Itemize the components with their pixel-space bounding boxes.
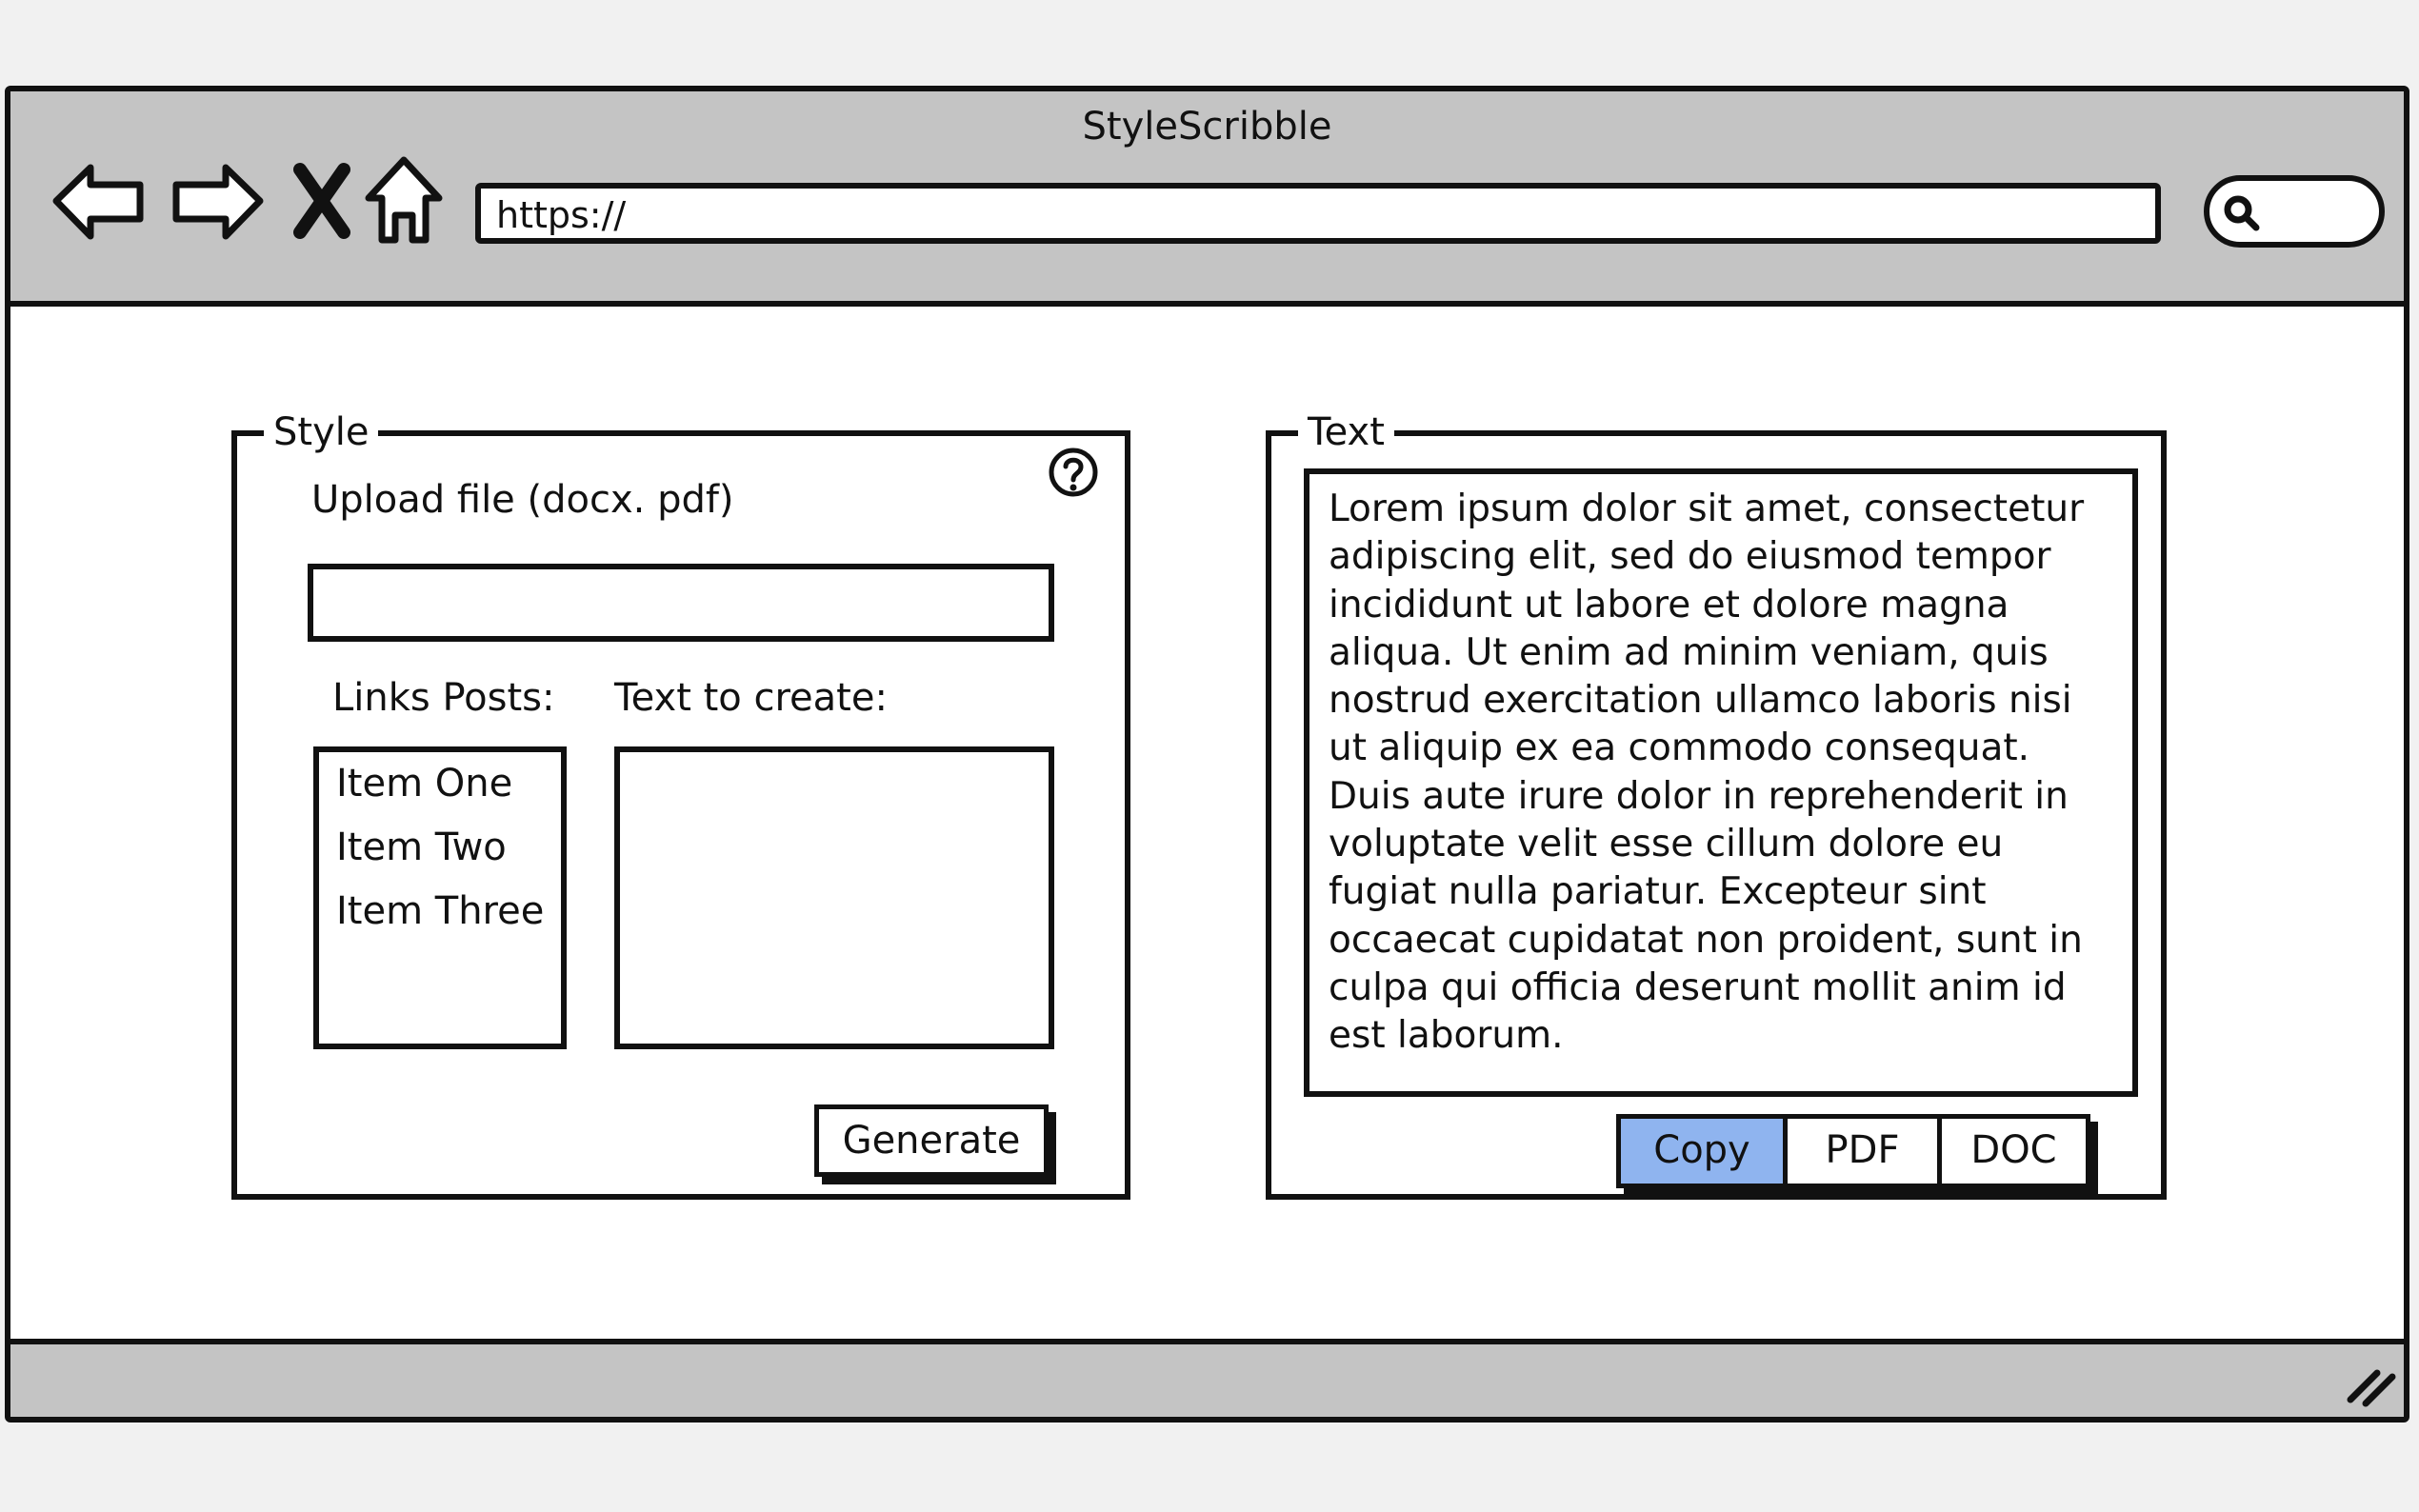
copy-button[interactable]: Copy [1621, 1119, 1783, 1184]
text-to-create-input[interactable] [614, 746, 1054, 1049]
search-field[interactable] [2204, 175, 2385, 248]
text-panel-legend: Text [1298, 408, 1394, 457]
upload-file-input[interactable] [308, 564, 1054, 642]
style-panel-legend: Style [264, 408, 378, 457]
doc-button[interactable]: DOC [1937, 1119, 2086, 1184]
pdf-button[interactable]: PDF [1783, 1119, 1937, 1184]
home-icon[interactable] [351, 149, 456, 253]
forward-arrow-icon[interactable] [163, 149, 268, 253]
generate-button[interactable]: Generate [814, 1104, 1049, 1177]
resize-grip-icon[interactable] [2337, 1356, 2400, 1413]
list-item[interactable]: Item Three [336, 889, 545, 933]
export-button-group [1616, 1114, 2090, 1188]
browser-toolbar [10, 91, 2404, 307]
upload-file-label: Upload file (docx. pdf) [311, 478, 734, 522]
text-panel [1266, 410, 2167, 1200]
generated-text-area[interactable] [1304, 468, 2138, 1097]
list-item[interactable]: Item One [336, 762, 513, 806]
window-title: StyleScribble [1082, 105, 1332, 149]
style-panel [231, 410, 1130, 1200]
links-posts-label: Links Posts: [332, 676, 555, 720]
text-to-create-label: Text to create: [614, 676, 888, 720]
list-item[interactable]: Item Two [336, 826, 507, 869]
help-circle-icon[interactable] [1047, 446, 1100, 499]
generated-text-body: Lorem ipsum dolor sit amet, consectetur adipiscing elit, sed do eiusmod tempor incididunt ut labore et dolore magna aliqua. Ut enim ad minim veniam, quis nostrud exercitation ullamco laboris nisi ut aliquip ex ea commodo consequat. Duis aute irure dolor in reprehenderit in voluptate velit esse cillum dolore eu fugiat nulla pariatur. Excepteur sint occaecat cupidatat non proident, sunt in culpa qui officia deserunt mollit anim id est laborum. [1329, 487, 2085, 1058]
browser-window [5, 86, 2409, 1422]
search-icon [2221, 192, 2261, 232]
status-bar [10, 1339, 2404, 1417]
links-posts-list[interactable] [313, 746, 567, 1049]
back-arrow-icon[interactable] [49, 149, 153, 253]
url-input[interactable]: https:// [475, 183, 2161, 244]
